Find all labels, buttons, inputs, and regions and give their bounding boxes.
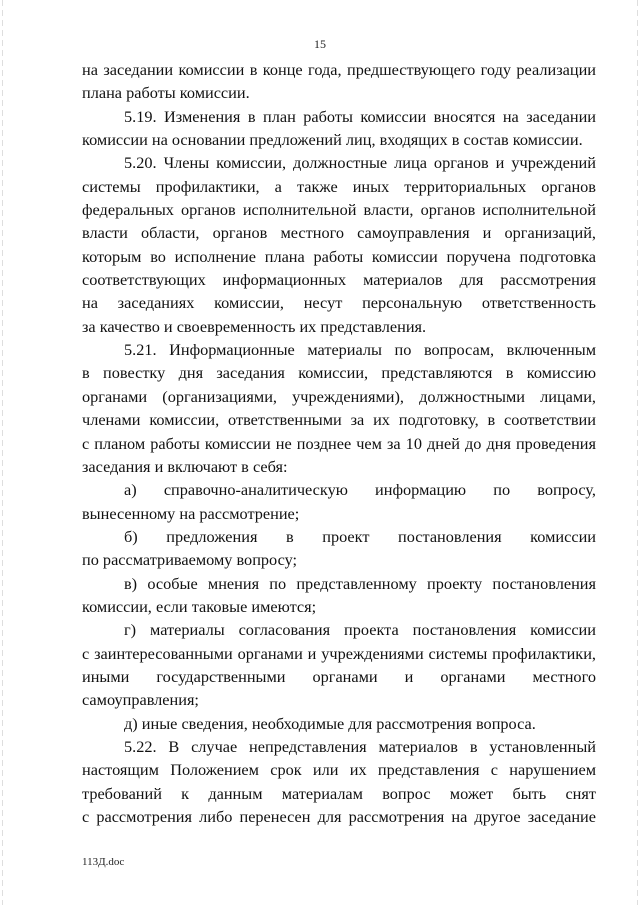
scan-edge-left — [2, 0, 3, 905]
text-line: органами (организациями, учреждениями), должностными лицами, — [82, 386, 596, 406]
text-line: настоящим Положением срок или их представления с нарушением — [82, 760, 596, 780]
text-line: с рассмотрения либо перенесен для рассмотрения на другое заседание — [82, 807, 596, 826]
paragraph-5-19-start: 5.19. Изменения в план работы комиссии вносятся на заседании — [124, 106, 596, 126]
text-line: на заседаниях комиссии, несут персональную ответственность — [82, 293, 596, 313]
text-line: заседания и включают в себя: — [82, 456, 288, 476]
text-line: вынесенному на рассмотрение; — [82, 503, 300, 523]
text-line: на заседании комиссии в конце года, предшествующего году реализации — [82, 60, 596, 79]
list-item-a: а) справочно-аналитическую информацию по вопросу, — [124, 480, 596, 500]
page-number: 15 — [314, 37, 326, 51]
list-item-g: г) материалы согласования проекта постановления комиссии — [124, 620, 596, 640]
text-line: комиссии, если таковые имеются; — [82, 596, 317, 616]
paragraph-5-21-start: 5.21. Информационные материалы по вопросам, включенным — [124, 340, 596, 360]
document-body — [82, 58, 596, 828]
text-line: требований к данным материалам вопрос может быть снят — [82, 783, 596, 803]
text-line: в повестку дня заседания комиссии, представляются в комиссию — [82, 363, 596, 383]
text-line: плана работы комиссии. — [82, 83, 250, 103]
text-line: по рассматриваемому вопросу; — [82, 550, 298, 570]
paragraph-5-20-start: 5.20. Члены комиссии, должностные лица органов и учреждений — [124, 153, 596, 173]
text-line: с заинтересованными органами и учреждениями системы профилактики, — [82, 643, 596, 663]
scan-edge-right — [637, 0, 638, 905]
text-line: самоуправления; — [82, 690, 199, 710]
text-line: федеральных органов исполнительной власти, органов исполнительной — [82, 200, 596, 220]
list-item-d: д) иные сведения, необходимые для рассмотрения вопроса. — [124, 713, 536, 733]
paragraph-5-22-start: 5.22. В случае непредставления материалов в установленный — [124, 736, 596, 756]
text-line: власти области, органов местного самоуправления и организаций, — [82, 223, 596, 243]
text-line: с планом работы комиссии не позднее чем за 10 дней до дня проведения — [82, 433, 596, 453]
text-line: соответствующих информационных материалов для рассмотрения — [82, 270, 596, 290]
list-item-b: б) предложения в проект постановления комиссии — [124, 526, 596, 546]
text-line: которым во исполнение плана работы комиссии поручена подготовка — [82, 246, 596, 266]
text-line: комиссии на основании предложений лиц, входящих в состав комиссии. — [82, 130, 583, 150]
text-line: за качество и своевременность их представления. — [82, 316, 427, 336]
text-line: иными государственными органами и органами местного — [82, 666, 596, 686]
list-item-v: в) особые мнения по представленному проекту постановления — [124, 573, 596, 593]
file-name-footer: 113Д.doc — [82, 856, 125, 868]
text-line: членами комиссии, ответственными за их подготовку, в соответствии — [82, 410, 596, 430]
text-line: системы профилактики, а также иных территориальных органов — [82, 176, 596, 196]
